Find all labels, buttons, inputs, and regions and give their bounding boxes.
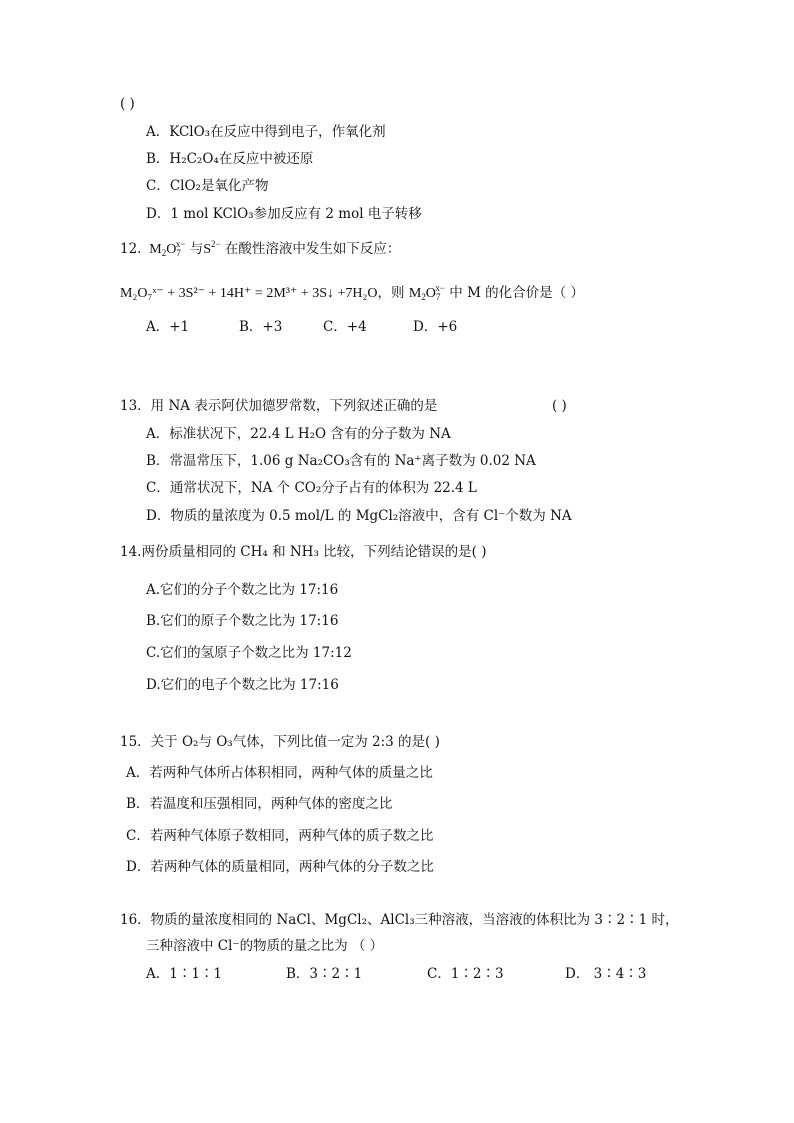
q13-option-a: A．标准状况下，22.4 L H₂O 含有的分子数为 NA	[146, 426, 451, 442]
q15-option-a: A．若两种气体所占体积相同，两种气体的质量之比	[126, 765, 433, 781]
q11-blank: ( )	[120, 96, 135, 112]
q11-option-a: A．KClO₃在反应中得到电子，作氧化剂	[146, 124, 386, 140]
q13-option-c: C．通常状况下，NA 个 CO₂分子占有的体积为 22.4 L	[146, 480, 477, 496]
q11-option-c: C．ClO₂是氧化产物	[146, 178, 269, 194]
q12-option-a: A．+1	[146, 319, 190, 335]
q16-option-a: A．1∶1∶1	[146, 966, 223, 982]
q12-eq-end: 中 M 的化合价是（ ）	[449, 285, 584, 301]
q12-equation: M₂O₇ˣ⁻ + 3S²⁻ + 14H⁺ = 2M³⁺ + 3S↓ +7H₂O	[120, 286, 378, 301]
q12-option-c: C．+4	[323, 319, 367, 335]
q14-option-a: A.它们的分子个数之比为 17:16	[146, 582, 339, 598]
q12-stem	[120, 240, 400, 259]
q15-stem: 15．关于 O₂与 O₃气体，下列比值一定为 2:3 的是( )	[120, 734, 440, 750]
q11-option-d: D．1 mol KClO₃参加反应有 2 mol 电子转移	[146, 206, 422, 222]
q16-stem-line2: 三种溶液中 Cl⁻的物质的量之比为 （ ）	[146, 938, 384, 954]
q12-equation-line	[120, 284, 584, 303]
q13-option-d: D．物质的量浓度为 0.5 mol/L 的 MgCl₂溶液中，含有 Cl⁻个数为 NA	[146, 508, 572, 524]
q16-options	[146, 965, 646, 983]
q15-option-d: D．若两种气体的质量相同，两种气体的分子数之比	[126, 859, 434, 875]
q16-option-d: D． 3∶4∶3	[565, 966, 647, 982]
q12-formula-sulfide: $S^{2-}$	[203, 239, 221, 257]
q12-number: 12.	[120, 241, 142, 257]
q12-option-b: B．+3	[239, 319, 283, 335]
q16-stem-line1: 16．物质的量浓度相同的 NaCl、MgCl₂、AlCl₃三种溶液，当溶液的体积比为 3∶2∶1 时，	[120, 912, 679, 928]
q13-stem: 13．用 NA 表示阿伏加德罗常数，下列叙述正确的是	[120, 398, 438, 414]
q13-blank: ( )	[552, 398, 567, 414]
q14-option-c: C.它们的氢原子个数之比为 17:12	[146, 645, 352, 661]
q16-option-c: C．1∶2∶3	[427, 966, 504, 982]
q12-options	[146, 318, 457, 336]
q14-option-d: D.它们的电子个数之比为 17:16	[146, 677, 339, 693]
q13-option-b: B．常温常压下，1.06 g Na₂CO₃含有的 Na⁺离子数为 0.02 NA	[146, 453, 536, 469]
q15-option-c: C．若两种气体原子数相同，两种气体的质子数之比	[126, 828, 434, 844]
q12-eq-then: ，则	[377, 285, 405, 301]
q12-intro-and: 与	[189, 241, 204, 257]
q12-formula-dichromate: $M_2O_7^{x-}$	[145, 239, 186, 258]
q15-option-b: B．若温度和压强相同，两种气体的密度之比	[126, 796, 393, 812]
q12-intro-end: 在酸性溶液中发生如下反应：	[224, 241, 401, 257]
q12-formula-ref: $M_2O_7^{x-}$	[408, 283, 445, 302]
q14-option-b: B.它们的原子个数之比为 17:16	[146, 613, 339, 629]
q14-stem: 14.两份质量相同的 CH₄ 和 NH₃ 比较，下列结论错误的是( )	[120, 544, 487, 560]
q16-option-b: B．3∶2∶1	[286, 966, 363, 982]
q11-option-b: B．H₂C₂O₄在反应中被还原	[146, 151, 314, 167]
q12-option-d: D．+6	[413, 319, 458, 335]
